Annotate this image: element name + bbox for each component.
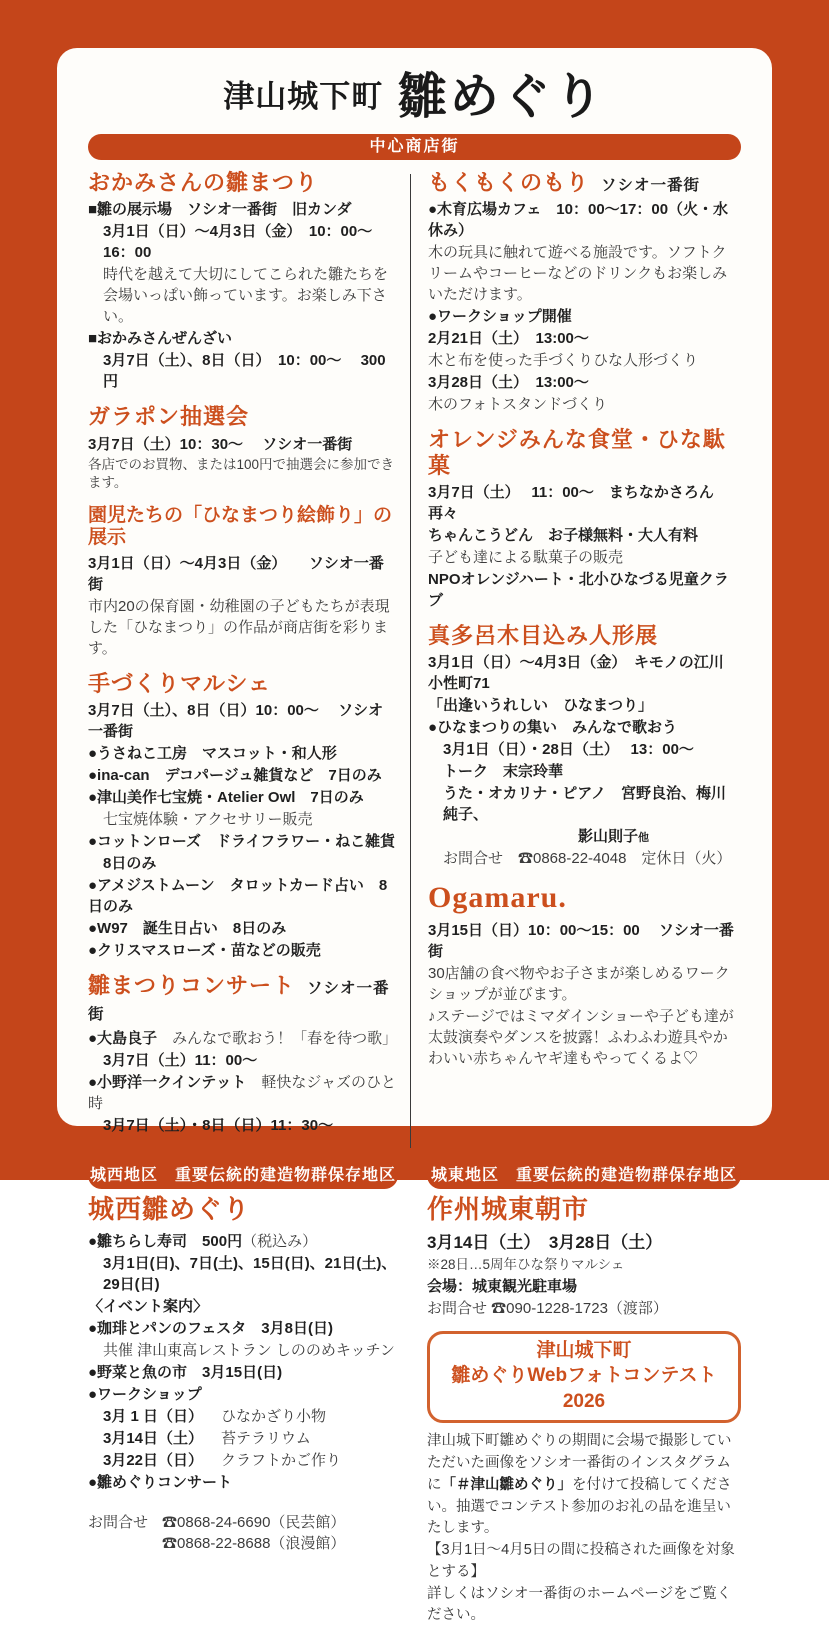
workshop-name: クラフトかご作り bbox=[221, 1451, 342, 1469]
vendor-item: ●W97 誕生日占い 8日のみ bbox=[88, 920, 287, 938]
asaichi-contact: お問合せ ☎090-1228-1723（渡部） bbox=[427, 1299, 668, 1317]
contest-hashtag: 「＃津山雛めぐり」 bbox=[441, 1476, 572, 1493]
performer-etc: 他 bbox=[638, 832, 650, 845]
coffee-festa: ●珈琲とパンのフェスタ 3月8日(日) bbox=[88, 1319, 333, 1337]
main-columns bbox=[88, 170, 741, 1148]
vendor-item: ●クリスマスローズ・苗などの販売 bbox=[88, 942, 321, 960]
act-name: ●小野洋一クインテット bbox=[88, 1073, 247, 1091]
act-date: 3月7日（土）11：00～ bbox=[103, 1051, 258, 1069]
vendor-item: ●津山美作七宝焼・Atelier Owl 7日のみ bbox=[88, 789, 364, 807]
event-title: ■おかみさんぜんざい bbox=[88, 330, 233, 348]
gathering-title: ●ひなまつりの集い みんなで歌おう bbox=[428, 719, 678, 737]
joto-heading: 作州城東朝市 bbox=[427, 1193, 590, 1224]
vendor-item: ●うさねこ工房 マスコット・和人形 bbox=[88, 745, 337, 763]
contest-more-info: 詳しくはソシオ一番街のホームページをご覧ください。 bbox=[427, 1585, 732, 1624]
asaichi-venue: 会場：城東観光駐車場 bbox=[427, 1277, 578, 1295]
concert-act bbox=[88, 1028, 398, 1049]
workshop-item bbox=[88, 1428, 398, 1449]
gathering-music: うた・オカリナ・ピアノ 宮野良治、梅川純子、 bbox=[443, 785, 727, 824]
event-date: 3月7日（土）、8日（日）10：00～ ソシオ一番街 bbox=[88, 702, 384, 741]
workshop-label: ●ワークショップ bbox=[88, 1385, 202, 1403]
section-heading: ガラポン抽選会 bbox=[88, 404, 250, 430]
contest-title-line2: 雛めぐりWebフォトコンテスト2026 bbox=[451, 1365, 717, 1412]
workshop-date: 3月28日（土） 13:00～ bbox=[428, 374, 589, 392]
sushi-title: ●雛ちらし寿司 500円 bbox=[88, 1232, 243, 1250]
mokumoku-heading: もくもくのもり bbox=[428, 170, 590, 195]
gathering-date: 3月1日（日）・28日（土） 13：00～ bbox=[443, 741, 694, 759]
contact-line: お問合せ ☎0868-22-4048 定休日（火） bbox=[443, 850, 732, 868]
event-date: 3月7日（土）、8日（日） 10：00～ 300円 bbox=[103, 352, 386, 391]
section-heading: Ogamaru. bbox=[428, 881, 567, 915]
left-column bbox=[88, 170, 410, 1148]
event-desc: 子ども達による駄菓子の販売 bbox=[428, 548, 624, 566]
concert-venue: ソシオ一番街 bbox=[88, 980, 390, 1023]
banner-central-shopping-district: 中心商店街 bbox=[88, 134, 741, 160]
vege-fish-market: ●野菜と魚の市 3月15日(日) bbox=[88, 1363, 283, 1381]
vendor-item: ●アメジストムーン タロットカード占い 8日のみ bbox=[88, 877, 388, 916]
workshop-date: 2月21日（土） 13:00～ bbox=[428, 330, 589, 348]
mokumoku-venue: ソシオ一番街 bbox=[601, 177, 701, 194]
vendor-item: ●コットンローズ ドライフラワー・ねこ雑貨 bbox=[88, 833, 396, 851]
event-title: ■雛の展示場 ソシオ一番街 旧カンダ bbox=[88, 201, 352, 219]
event-date: 3月1日（日）～4月3日（金） ソシオ一番街 bbox=[88, 555, 384, 594]
asaichi-dates: 3月14日（土） 3月28日（土） bbox=[427, 1232, 663, 1252]
section-mokumoku bbox=[428, 170, 741, 415]
workshop-desc: 木と布を使った手づくりひな人形づくり bbox=[428, 352, 699, 370]
vendor-note: 七宝焼体験・アクセサリー販売 bbox=[103, 811, 313, 829]
contest-body bbox=[427, 1431, 741, 1627]
event-date: 3月1日（日）～4月3日（金） 10：00～16：00 bbox=[103, 223, 373, 262]
section-garapon bbox=[88, 404, 398, 493]
event-info-label: 〈イベント案内〉 bbox=[88, 1297, 209, 1315]
workshop-title: ●ワークショップ開催 bbox=[428, 308, 572, 326]
sushi-dates: 3月1日(日)、7日(土)、15日(日)、21日(土)、29日(日) bbox=[103, 1254, 397, 1293]
event-date: 3月15日（日）10：00～15：00 ソシオ一番街 bbox=[428, 921, 734, 960]
event-desc: 30店舗の食べ物やお子さまが楽しめるワークショップが並びます。 bbox=[428, 964, 730, 1003]
section-heading: おかみさんの雛まつり bbox=[88, 170, 319, 195]
event-date: 3月7日（土）10：30～ ソシオ一番街 bbox=[88, 435, 353, 453]
event-menu: ちゃんこうどん お子様無料・大人有料 bbox=[428, 526, 699, 544]
josai-column bbox=[88, 1162, 410, 1627]
event-organizer: NPOオレンジハート・北小ひなづる児童クラブ bbox=[428, 570, 729, 609]
contact-phones bbox=[162, 1511, 345, 1553]
sushi-tax-note: （税込み） bbox=[242, 1232, 318, 1250]
section-heading bbox=[88, 973, 398, 1024]
event-desc: 各店でのお買物、または100円で抽選会に参加できます。 bbox=[88, 456, 395, 491]
workshop-item bbox=[88, 1406, 398, 1427]
phone-romankan: ☎0868-22-8688（浪漫館） bbox=[162, 1534, 346, 1552]
photo-contest-box bbox=[427, 1331, 741, 1627]
section-marche bbox=[88, 671, 398, 961]
joto-column bbox=[410, 1162, 741, 1627]
josai-contact bbox=[88, 1511, 398, 1553]
workshop-item bbox=[88, 1450, 398, 1471]
section-concert bbox=[88, 973, 398, 1136]
contact-label: お問合せ bbox=[88, 1513, 149, 1531]
hina-concert: ●雛めぐりコンサート bbox=[88, 1473, 233, 1491]
workshop-date: 3月14日（土） bbox=[103, 1429, 204, 1447]
contest-period-note: 【3月1日～4月5日の間に投稿された画像を対象とする】 bbox=[427, 1542, 735, 1580]
act-desc: 軽快なジャズのひと時 bbox=[88, 1073, 397, 1112]
asaichi-note: ※28日…5周年ひな祭りマルシェ bbox=[427, 1256, 625, 1272]
gathering-music2 bbox=[428, 826, 741, 847]
coffee-festa-cohost: 共催 津山東高レストラン しののめキッチン bbox=[103, 1341, 395, 1359]
section-mataro bbox=[428, 623, 741, 869]
section-ogamaru bbox=[428, 881, 741, 1069]
event-desc: 市内20の保育園・幼稚園の子どもたちが表現した「ひなまつり」の作品が商店街を彩ります。 bbox=[88, 598, 390, 658]
section-enji-exhibit bbox=[88, 505, 398, 659]
banner-joto-district: 城東地区 重要伝統的建造物群保存地区 bbox=[427, 1162, 741, 1189]
act-name: ●大島良子 bbox=[88, 1029, 158, 1047]
workshop-date: 3月 1 日（日） bbox=[103, 1407, 204, 1425]
concert-heading: 雛まつりコンサート bbox=[88, 973, 296, 999]
right-column bbox=[411, 170, 741, 1148]
event-desc: 時代を越えて大切にしてこられた雛たちを会場いっぱい飾っています。お楽しみ下さい。 bbox=[103, 266, 389, 326]
josai-heading: 城西雛めぐり bbox=[88, 1193, 251, 1224]
banner-josai-district: 城西地区 重要伝統的建造物群保存地区 bbox=[88, 1162, 398, 1189]
bottom-columns bbox=[88, 1162, 741, 1627]
contest-text: を付けて投稿してください。抽選でコンテスト参加のお礼の品を進呈いたします。 bbox=[427, 1476, 732, 1537]
flyer-sheet bbox=[57, 48, 772, 1624]
act-desc: みんなで歌おう！「春を待つ歌」 bbox=[172, 1029, 398, 1047]
contest-title-box bbox=[427, 1331, 741, 1424]
phone-mingeikan: ☎0868-24-6690（民芸館） bbox=[162, 1513, 346, 1531]
concert-act bbox=[88, 1072, 398, 1114]
vendor-note: 8日のみ bbox=[103, 855, 157, 873]
event-date: 3月7日（土） 11：00～ まちなかさろん再々 bbox=[428, 483, 714, 522]
workshop-name: ひなかざり小物 bbox=[221, 1407, 327, 1425]
event-date: 3月1日（日）～4月3日（金） キモノの江川 小性町71 bbox=[428, 654, 739, 693]
page-title bbox=[88, 58, 741, 128]
contest-title-line1: 津山城下町 bbox=[536, 1339, 632, 1361]
cafe-title: ●木育広場カフェ 10：00～17：00（火・水休み） bbox=[428, 201, 729, 240]
workshop-desc: 木のフォトスタンドづくり bbox=[428, 396, 608, 414]
section-okamisan bbox=[88, 170, 398, 392]
performer-name: 影山則子 bbox=[578, 828, 639, 846]
section-heading: 真多呂木目込み人形展 bbox=[428, 622, 659, 648]
event-desc: ♪ステージではミマダインショーや子ども達が太鼓演奏やダンスを披露！ふわふわ遊具やかわいい赤ちゃんヤギ達もやってくるよ♡ bbox=[428, 1007, 734, 1067]
section-heading: 園児たちの「ひなまつり絵飾り」の展示 bbox=[88, 505, 393, 549]
act-date: 3月7日（土）・8日（日）11：30～ bbox=[103, 1116, 334, 1134]
sushi-line bbox=[88, 1231, 398, 1252]
section-heading bbox=[428, 170, 741, 195]
vendor-item: ●ina-can デコパージュ雑貨など 7日のみ bbox=[88, 767, 382, 785]
section-heading: 手づくりマルシェ bbox=[88, 671, 272, 697]
section-orange-shokudo bbox=[428, 427, 741, 611]
gathering-talk: トーク 末宗玲華 bbox=[443, 763, 564, 781]
title-prefix: 津山城下町 bbox=[223, 79, 384, 114]
workshop-date: 3月22日（日） bbox=[103, 1451, 204, 1469]
title-main: 雛めぐり bbox=[397, 70, 606, 124]
workshop-name: 苔テラリウム bbox=[221, 1429, 311, 1447]
section-heading: オレンジみんな食堂・ひな駄菓 bbox=[428, 427, 726, 478]
cafe-desc: 木の玩具に触れて遊べる施設です。ソフトクリームやコーヒーなどのドリンクもお楽しみいただけます。 bbox=[428, 244, 728, 304]
event-subtitle: 「出逢いうれしい ひなまつり」 bbox=[428, 697, 654, 715]
contest-text: 津山城下町雛めぐりの期間に会場で撮影していただいた画像をソシオ一番街のインスタグラムに bbox=[427, 1433, 732, 1493]
